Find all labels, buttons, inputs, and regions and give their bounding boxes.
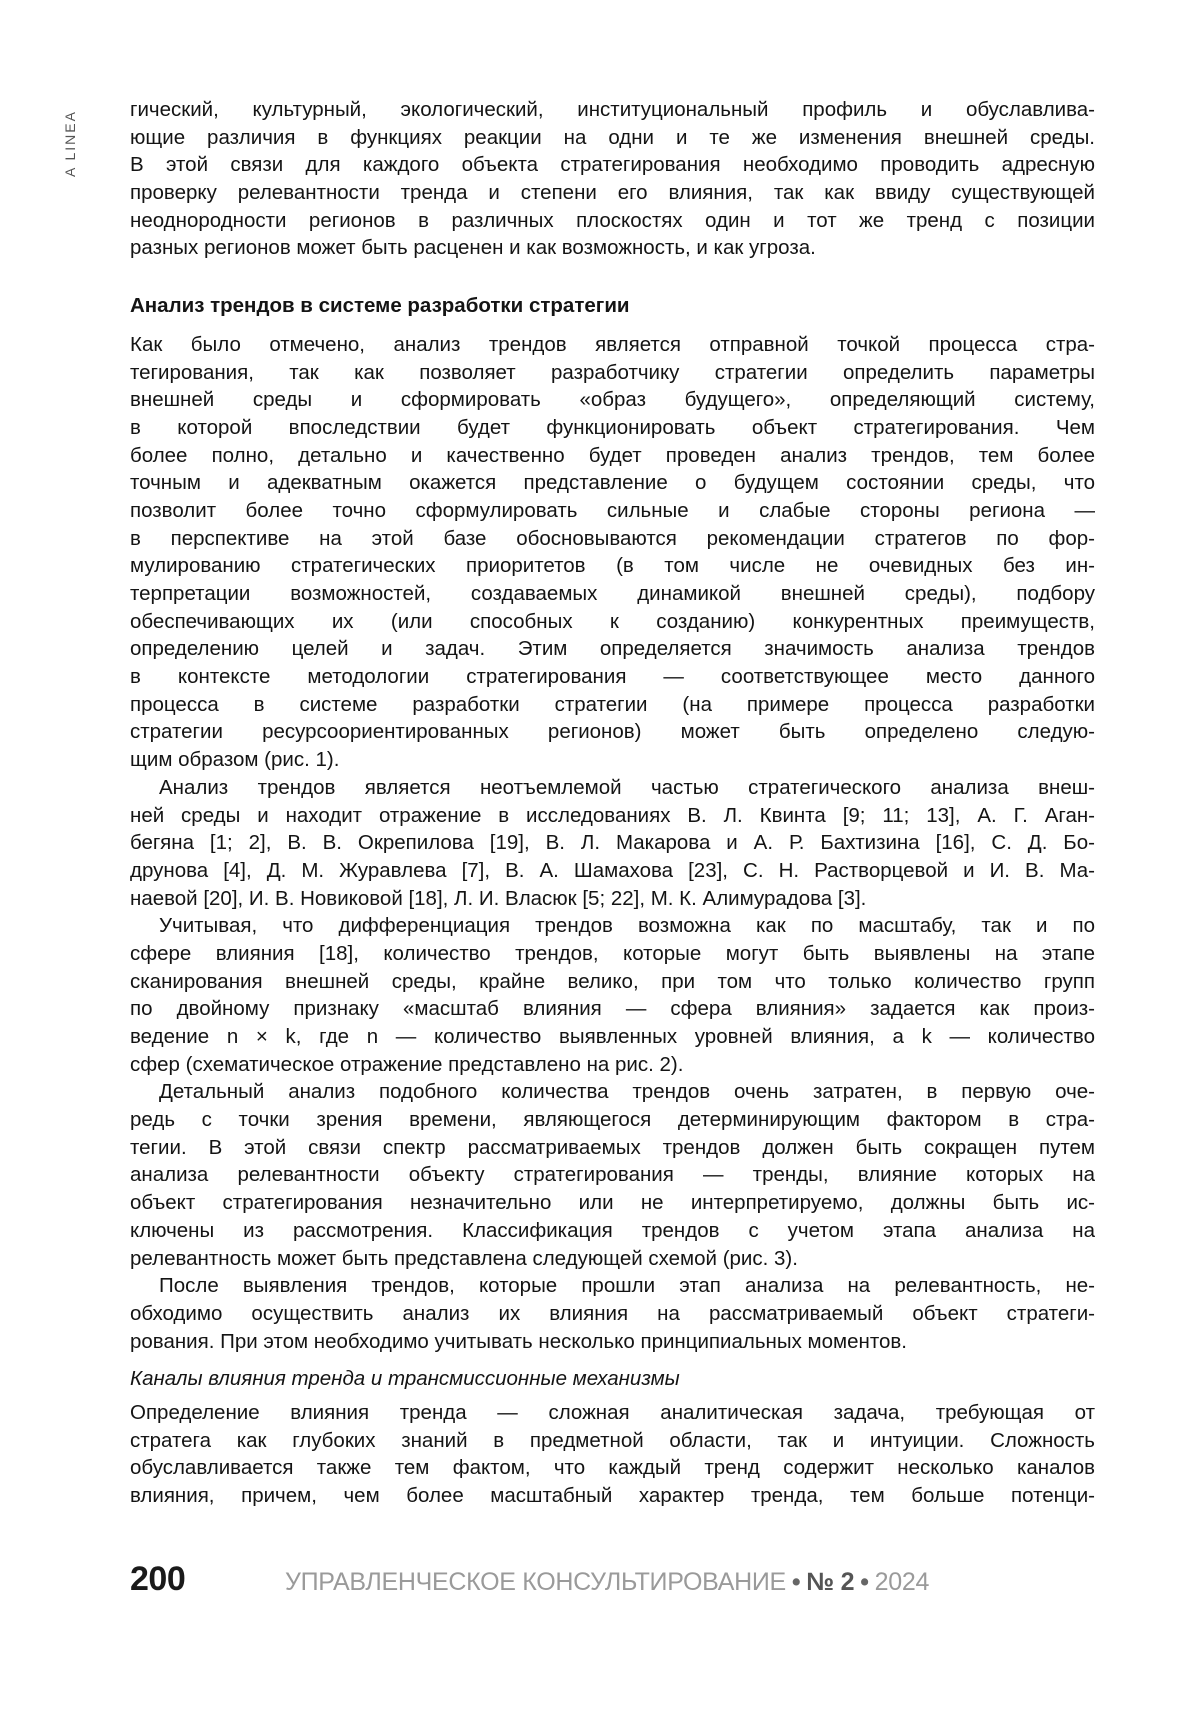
- text-line: в перспективе на этой базе обосновываются рекомендации стратегов по фор-: [130, 525, 1095, 553]
- text-line: обуславливается также тем фактом, что каждый тренд содержит несколько каналов: [130, 1454, 1095, 1482]
- text-line: Детальный анализ подобного количества трендов очень затратен, в первую оче-: [130, 1078, 1095, 1106]
- page-body: [130, 96, 1095, 1510]
- text-line: Как было отмечено, анализ трендов является отправной точкой процесса стра-: [130, 331, 1095, 359]
- text-line: ющие различия в функциях реакции на одни и те же изменения внешней среды.: [130, 124, 1095, 152]
- text-line: ключены из рассмотрения. Классификация трендов с учетом этапа анализа на: [130, 1217, 1095, 1245]
- text-line: Учитывая, что дифференциация трендов возможна как по масштабу, так и по: [130, 912, 1095, 940]
- separator-dot: •: [786, 1568, 806, 1596]
- text-line: более полно, детально и качественно будет проведен анализ трендов, тем более: [130, 442, 1095, 470]
- text-line: сфер (схематическое отражение представлено на рис. 2).: [130, 1051, 1095, 1079]
- page-number: 200: [130, 1560, 185, 1599]
- text-line: рования. При этом необходимо учитывать несколько принципиальных моментов.: [130, 1328, 1095, 1356]
- section-paragraph: [130, 774, 1095, 912]
- text-line: определению целей и задач. Этим определяется значимость анализа трендов: [130, 635, 1095, 663]
- text-line: бегяна [1; 2], В. В. Окрепилова [19], В. Л. Макарова и А. Р. Бахтизина [16], С. Д. Бо-: [130, 829, 1095, 857]
- text-line: наевой [20], И. В. Новиковой [18], Л. И. Власюк [5; 22], М. К. Алимурадова [3].: [130, 885, 1095, 913]
- section-paragraph: [130, 331, 1095, 774]
- last-paragraph: [130, 1399, 1095, 1510]
- text-line: друнова [4], Д. М. Журавлева [7], В. А. Шамахова [23], С. Н. Растворцевой и И. В. Ма-: [130, 857, 1095, 885]
- journal-title: УПРАВЛЕНЧЕСКОЕ КОНСУЛЬТИРОВАНИЕ: [285, 1568, 786, 1596]
- text-line: ведение n × k, где n — количество выявленных уровней влияния, а k — количество: [130, 1023, 1095, 1051]
- text-line: внешней среды и сформировать «образ будущего», определяющий систему,: [130, 386, 1095, 414]
- text-line: неоднородности регионов в различных плоскостях один и тот же тренд с позиции: [130, 207, 1095, 235]
- text-line: тегии. В этой связи спектр рассматриваемых трендов должен быть сокращен путем: [130, 1134, 1095, 1162]
- text-line: по двойному признаку «масштаб влияния — сфера влияния» задается как произ-: [130, 995, 1095, 1023]
- section-paragraph: [130, 912, 1095, 1078]
- text-line: После выявления трендов, которые прошли этап анализа на релевантность, не-: [130, 1272, 1095, 1300]
- section-paragraph: [130, 1078, 1095, 1272]
- text-line: обходимо осуществить анализ их влияния на рассматриваемый объект стратеги-: [130, 1300, 1095, 1328]
- text-line: сканирования внешней среды, крайне велико, при том что только количество групп: [130, 968, 1095, 996]
- text-line: разных регионов может быть расценен и как возможность, и как угроза.: [130, 234, 1095, 262]
- text-line: мулированию стратегических приоритетов (в том числе не очевидных без ин-: [130, 552, 1095, 580]
- text-line: щим образом (рис. 1).: [130, 746, 1095, 774]
- text-line: терпретации возможностей, создаваемых динамикой внешней среды), подбору: [130, 580, 1095, 608]
- text-line: тегирования, так как позволяет разработчику стратегии определить параметры: [130, 359, 1095, 387]
- text-line: объект стратегирования незначительно или не интерпретируемо, должны быть ис-: [130, 1189, 1095, 1217]
- text-line: стратега как глубоких знаний в предметной области, так и интуиции. Сложность: [130, 1427, 1095, 1455]
- text-line: позволит более точно сформулировать сильные и слабые стороны региона —: [130, 497, 1095, 525]
- issue-year: 2024: [875, 1568, 929, 1596]
- text-line: в контексте методологии стратегирования — соответствующее место данного: [130, 663, 1095, 691]
- journal-title-line: [285, 1568, 929, 1597]
- text-line: ней среды и находит отражение в исследованиях В. Л. Квинта [9; 11; 13], А. Г. Аган-: [130, 802, 1095, 830]
- text-line: влияния, причем, чем более масштабный характер тренда, тем больше потенци-: [130, 1482, 1095, 1510]
- section-heading: Анализ трендов в системе разработки стратегии: [130, 292, 1095, 320]
- text-line: в которой впоследствии будет функционировать объект стратегирования. Чем: [130, 414, 1095, 442]
- text-line: редь с точки зрения времени, являющегося детерминирующим фактором в стра-: [130, 1106, 1095, 1134]
- text-line: проверку релевантности тренда и степени его влияния, так как ввиду существующей: [130, 179, 1095, 207]
- text-line: Анализ трендов является неотъемлемой частью стратегического анализа внеш-: [130, 774, 1095, 802]
- text-line: сфере влияния [18], количество трендов, которые могут быть выявлены на этапе: [130, 940, 1095, 968]
- subsection-heading: Каналы влияния тренда и трансмиссионные механизмы: [130, 1365, 1095, 1393]
- section-side-label: A LINEA: [62, 110, 78, 177]
- text-line: Определение влияния тренда — сложная аналитическая задача, требующая от: [130, 1399, 1095, 1427]
- separator-dot: •: [854, 1568, 874, 1596]
- text-line: релевантность может быть представлена следующей схемой (рис. 3).: [130, 1245, 1095, 1273]
- page-footer: [130, 1560, 1100, 1604]
- text-line: процесса в системе разработки стратегии (на примере процесса разработки: [130, 691, 1095, 719]
- section-paragraph: [130, 1272, 1095, 1355]
- text-line: В этой связи для каждого объекта стратегирования необходимо проводить адресную: [130, 151, 1095, 179]
- issue-number: № 2: [806, 1568, 854, 1596]
- top-paragraph: [130, 96, 1095, 262]
- text-line: стратегии ресурсоориентированных регионов) может быть определено следую-: [130, 718, 1095, 746]
- text-line: обеспечивающих их (или способных к созданию) конкурентных преимуществ,: [130, 608, 1095, 636]
- text-line: анализа релевантности объекту стратегирования — тренды, влияние которых на: [130, 1161, 1095, 1189]
- text-line: гический, культурный, экологический, институциональный профиль и обуславлива-: [130, 96, 1095, 124]
- text-line: точным и адекватным окажется представление о будущем состоянии среды, что: [130, 469, 1095, 497]
